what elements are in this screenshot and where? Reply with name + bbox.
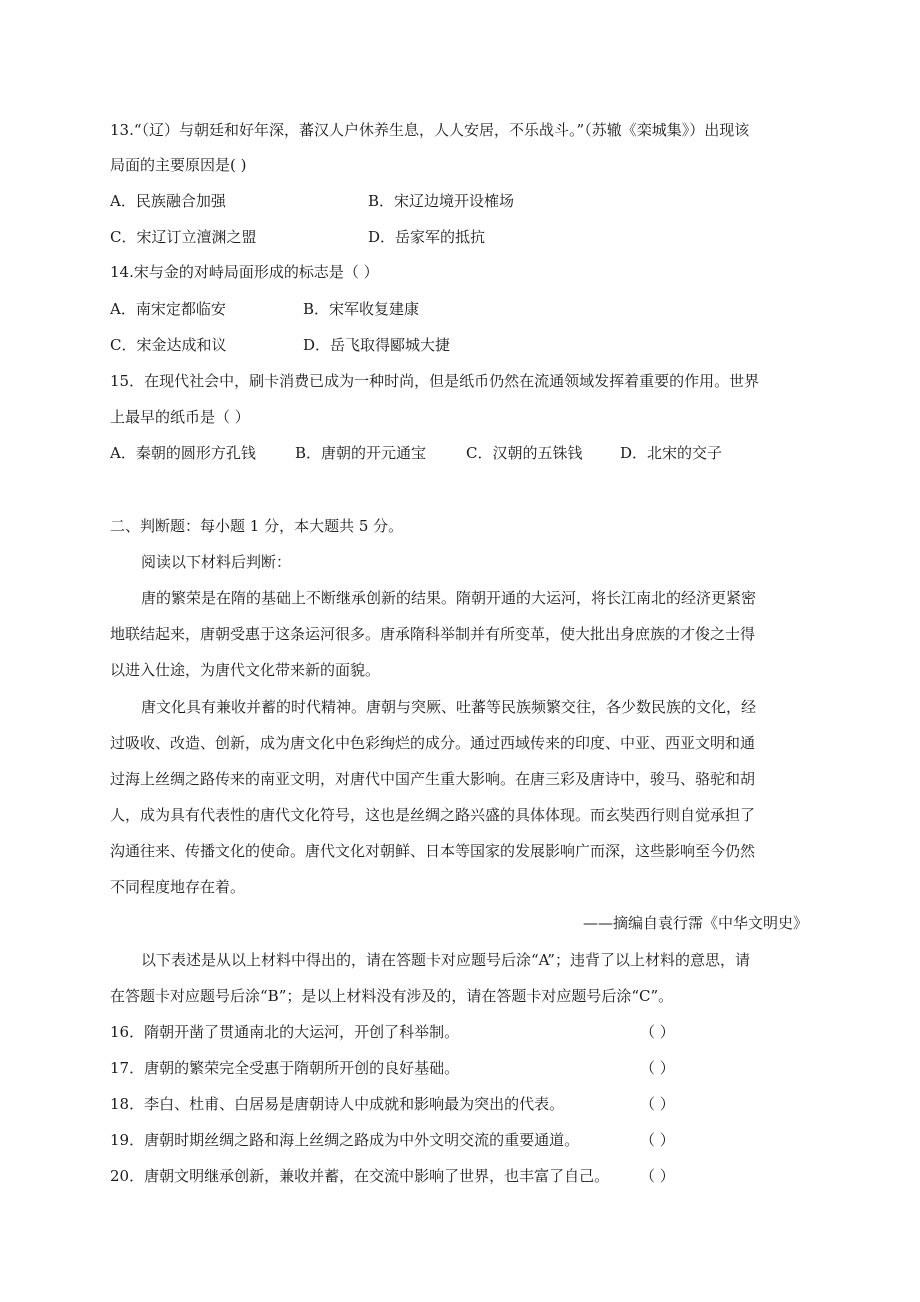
q15-stem-line1: 15．在现代社会中，刷卡消费已成为一种时尚，但是纸币仍然在流通领域发挥着重要的作用。世界 — [110, 372, 760, 390]
q14-option-c: C．宋金达成和议 — [110, 336, 227, 354]
answer-blank-20: （ ） — [640, 1167, 675, 1185]
q15-option-b: B．唐朝的开元通宝 — [295, 444, 427, 462]
judgment-item-17: 17．唐朝的繁荣完全受惠于隋朝所开创的良好基础。 — [110, 1059, 460, 1077]
section2-instruction: 阅读以下材料后判断： — [141, 553, 292, 571]
q15-option-d: D．北宋的交子 — [620, 444, 723, 462]
q14-option-a: A．南宋定都临安 — [110, 300, 226, 318]
answer-blank-16: （ ） — [640, 1023, 675, 1041]
q15-stem-line2: 上最早的纸币是（ ） — [110, 408, 250, 426]
material-para2-line5: 沟通往来、传播文化的使命。唐代文化对朝鲜、日本等国家的发展影响广而深，这些影响至今仍然 — [110, 842, 756, 860]
material-para1-line2: 地联结起来，唐朝受惠于这条运河很多。唐承隋科举制并有所变革，使大批出身庶族的才俊之士得 — [110, 625, 756, 643]
q14-option-d: D．岳飞取得郾城大捷 — [303, 336, 451, 354]
q13-stem-line2: 局面的主要原因是( ) — [110, 156, 247, 174]
directions-line1: 以下表述是从以上材料中得出的，请在答题卡对应题号后涂“A”；违背了以上材料的意思，请 — [141, 951, 750, 969]
q15-option-c: C．汉朝的五铢钱 — [466, 444, 583, 462]
material-para2-line3: 过海上丝绸之路传来的南亚文明，对唐代中国产生重大影响。在唐三彩及唐诗中，骏马、骆驼和胡 — [110, 770, 756, 788]
material-para2-line6: 不同程度地存在着。 — [110, 878, 246, 896]
material-para2-line4: 人，成为具有代表性的唐代文化符号，这也是丝绸之路兴盛的具体体现。而玄奘西行则自觉承担了 — [110, 806, 756, 824]
judgment-item-16: 16．隋朝开凿了贯通南北的大运河，开创了科举制。 — [110, 1023, 460, 1041]
section2-heading: 二、判断题：每小题 1 分，本大题共 5 分。 — [110, 517, 404, 535]
q15-option-a: A．秦朝的圆形方孔钱 — [110, 444, 256, 462]
q13-option-a: A．民族融合加强 — [110, 192, 226, 210]
judgment-item-19: 19．唐朝时期丝绸之路和海上丝绸之路成为中外文明交流的重要通道。 — [110, 1131, 580, 1149]
directions-line2: 在答题卡对应题号后涂“B”；是以上材料没有涉及的，请在答题卡对应题号后涂“C”。 — [110, 987, 674, 1005]
material-para1-line1: 唐的繁荣是在隋的基础上不断继承创新的结果。隋朝开通的大运河，将长江南北的经济更紧密 — [141, 589, 757, 607]
q13-option-d: D．岳家军的抵抗 — [368, 228, 486, 246]
judgment-item-18: 18．李白、杜甫、白居易是唐朝诗人中成就和影响最为突出的代表。 — [110, 1095, 565, 1113]
answer-blank-17: （ ） — [640, 1059, 675, 1077]
answer-blank-18: （ ） — [640, 1095, 675, 1113]
material-para1-line3: 以进入仕途，为唐代文化带来新的面貌。 — [110, 661, 381, 679]
q14-stem: 14.宋与金的对峙局面形成的标志是（ ） — [110, 263, 379, 281]
material-para2-line1: 唐文化具有兼收并蓄的时代精神。唐朝与突厥、吐蕃等民族频繁交往，各少数民族的文化，经 — [141, 698, 757, 716]
q13-stem-line1: 13.“（辽）与朝廷和好年深，蕃汉人户休养生息，人人安居，不乐战斗。”（苏辙《栾城集》）出现该 — [110, 121, 750, 139]
material-source: ——摘编自袁行霈《中华文明史》 — [582, 914, 808, 932]
q13-option-b: B．宋辽边境开设榷场 — [368, 192, 515, 210]
judgment-item-20: 20．唐朝文明继承创新，兼收并蓄，在交流中影响了世界，也丰富了自己。 — [110, 1167, 610, 1185]
material-para2-line2: 过吸收、改造、创新，成为唐文化中色彩绚烂的成分。通过西域传来的印度、中亚、西亚文明和通 — [110, 734, 756, 752]
q13-option-c: C．宋辽订立澶渊之盟 — [110, 228, 257, 246]
answer-blank-19: （ ） — [640, 1131, 675, 1149]
q14-option-b: B．宋军收复建康 — [303, 300, 420, 318]
